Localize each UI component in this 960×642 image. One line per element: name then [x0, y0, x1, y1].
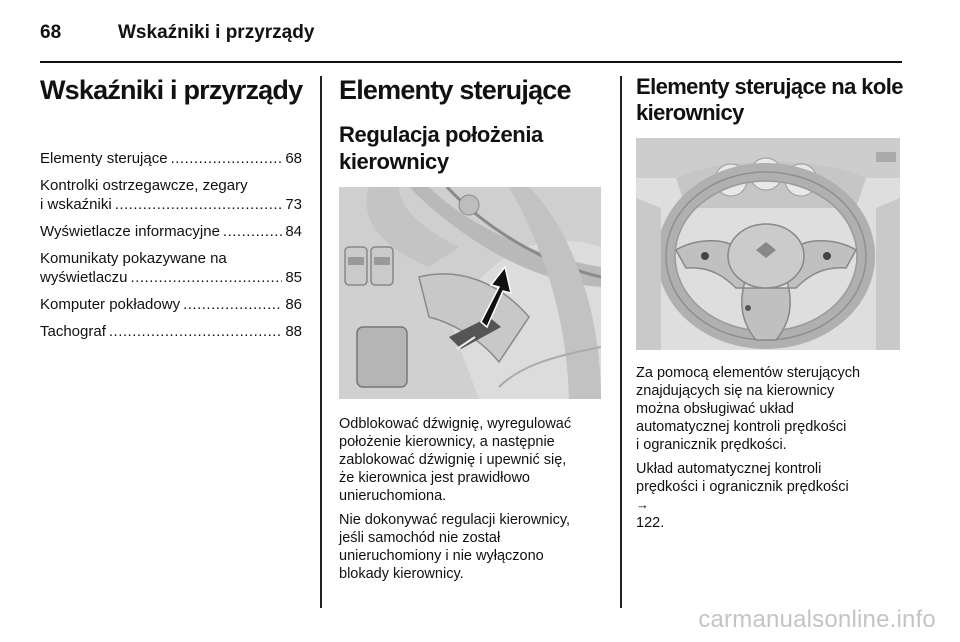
text-line: można obsługiwać układ	[636, 401, 794, 417]
toc-leader-dots	[109, 322, 282, 341]
toc-entry[interactable]	[40, 176, 302, 214]
toc-page-number: 86	[285, 296, 302, 313]
toc-page-number: 85	[285, 269, 302, 286]
header-divider	[40, 61, 902, 63]
toc-page-number: 68	[285, 150, 302, 167]
table-of-contents	[40, 149, 302, 341]
paragraph-wheel-controls	[636, 364, 904, 454]
subheading-line-1: Regulacja położenia	[339, 122, 543, 147]
toc-entry-text: Komputer pokładowy	[40, 296, 181, 313]
toc-entry-text: Elementy sterujące	[40, 150, 168, 167]
text-line: położenie kierownicy, a następnie	[339, 434, 555, 450]
subheading-steering-adjust	[339, 121, 604, 175]
toc-leader-dots	[171, 149, 283, 168]
heading-line-1: Elementy sterujące na kole	[636, 74, 903, 99]
heading-line-2: kierownicy	[636, 100, 744, 125]
watermark: carmanualsonline.info	[698, 606, 936, 633]
column-wheel-controls	[636, 74, 904, 538]
paragraph-adjust-warning	[339, 511, 604, 583]
steering-lever-illustration	[339, 187, 601, 399]
steering-wheel-illustration	[636, 138, 900, 350]
header-title: Wskaźniki i przyrządy	[118, 22, 315, 43]
arrow-reference-icon: →	[636, 497, 649, 512]
toc-leader-dots	[223, 222, 282, 241]
toc-entry-text: Kontrolki ostrzegawcze, zegary	[40, 177, 248, 194]
paragraph-adjust-instructions	[339, 415, 604, 505]
page-header	[40, 20, 918, 52]
column-divider-2	[620, 76, 622, 608]
text-line: zablokować dźwignię i upewnić się,	[339, 452, 567, 468]
text-line: Odblokować dźwignię, wyregulować	[339, 416, 572, 432]
page-number: 68	[40, 22, 62, 43]
toc-entry-text: Wyświetlacze informacyjne	[40, 223, 220, 240]
toc-entry-text: Komunikaty pokazywane na	[40, 250, 227, 267]
toc-page-number: 73	[285, 196, 302, 213]
section-title: Wskaźniki i przyrządy	[40, 75, 303, 105]
text-line: automatycznej kontroli prędkości	[636, 419, 847, 435]
toc-entry[interactable]	[40, 295, 302, 314]
toc-entry[interactable]	[40, 322, 302, 341]
paragraph-cruise-control	[636, 460, 904, 532]
toc-entry-text: wyświetlaczu	[40, 269, 128, 286]
text-line: znajdujących się na kierownicy	[636, 383, 835, 399]
toc-leader-dots	[115, 195, 283, 214]
reference-page-number: 122.	[636, 515, 665, 531]
toc-page-number: 84	[285, 223, 302, 240]
text-line: i ogranicznik prędkości.	[636, 437, 787, 453]
text-line: blokady kierownicy.	[339, 566, 464, 582]
toc-entry[interactable]	[40, 249, 302, 287]
text-line: Nie dokonywać regulacji kierownicy,	[339, 512, 571, 528]
toc-entry-text: Tachograf	[40, 323, 106, 340]
section-heading-wheel-controls	[636, 74, 904, 126]
toc-entry[interactable]	[40, 149, 302, 168]
text-line: prędkości i ogranicznik prędkości	[636, 479, 849, 495]
text-line: jeśli samochód nie został	[339, 530, 501, 546]
toc-leader-dots	[131, 268, 283, 287]
subheading-line-2: kierownicy	[339, 149, 449, 174]
toc-leader-dots	[183, 295, 282, 314]
toc-entry[interactable]	[40, 222, 302, 241]
toc-entry-text: i wskaźniki	[40, 196, 112, 213]
text-line: Za pomocą elementów sterujących	[636, 365, 861, 381]
column-contents	[40, 74, 302, 349]
text-line: unieruchomiona.	[339, 488, 447, 504]
text-line: unieruchomiony i nie wyłączono	[339, 548, 544, 564]
text-line: że kierownica jest prawidłowo	[339, 470, 530, 486]
text-line: Układ automatycznej kontroli	[636, 461, 822, 477]
page-reference[interactable]	[636, 496, 904, 532]
toc-page-number: 88	[285, 323, 302, 340]
column-steering-adjust	[339, 74, 604, 589]
column-divider-1	[320, 76, 322, 608]
section-heading-controls: Elementy sterujące	[339, 75, 571, 105]
